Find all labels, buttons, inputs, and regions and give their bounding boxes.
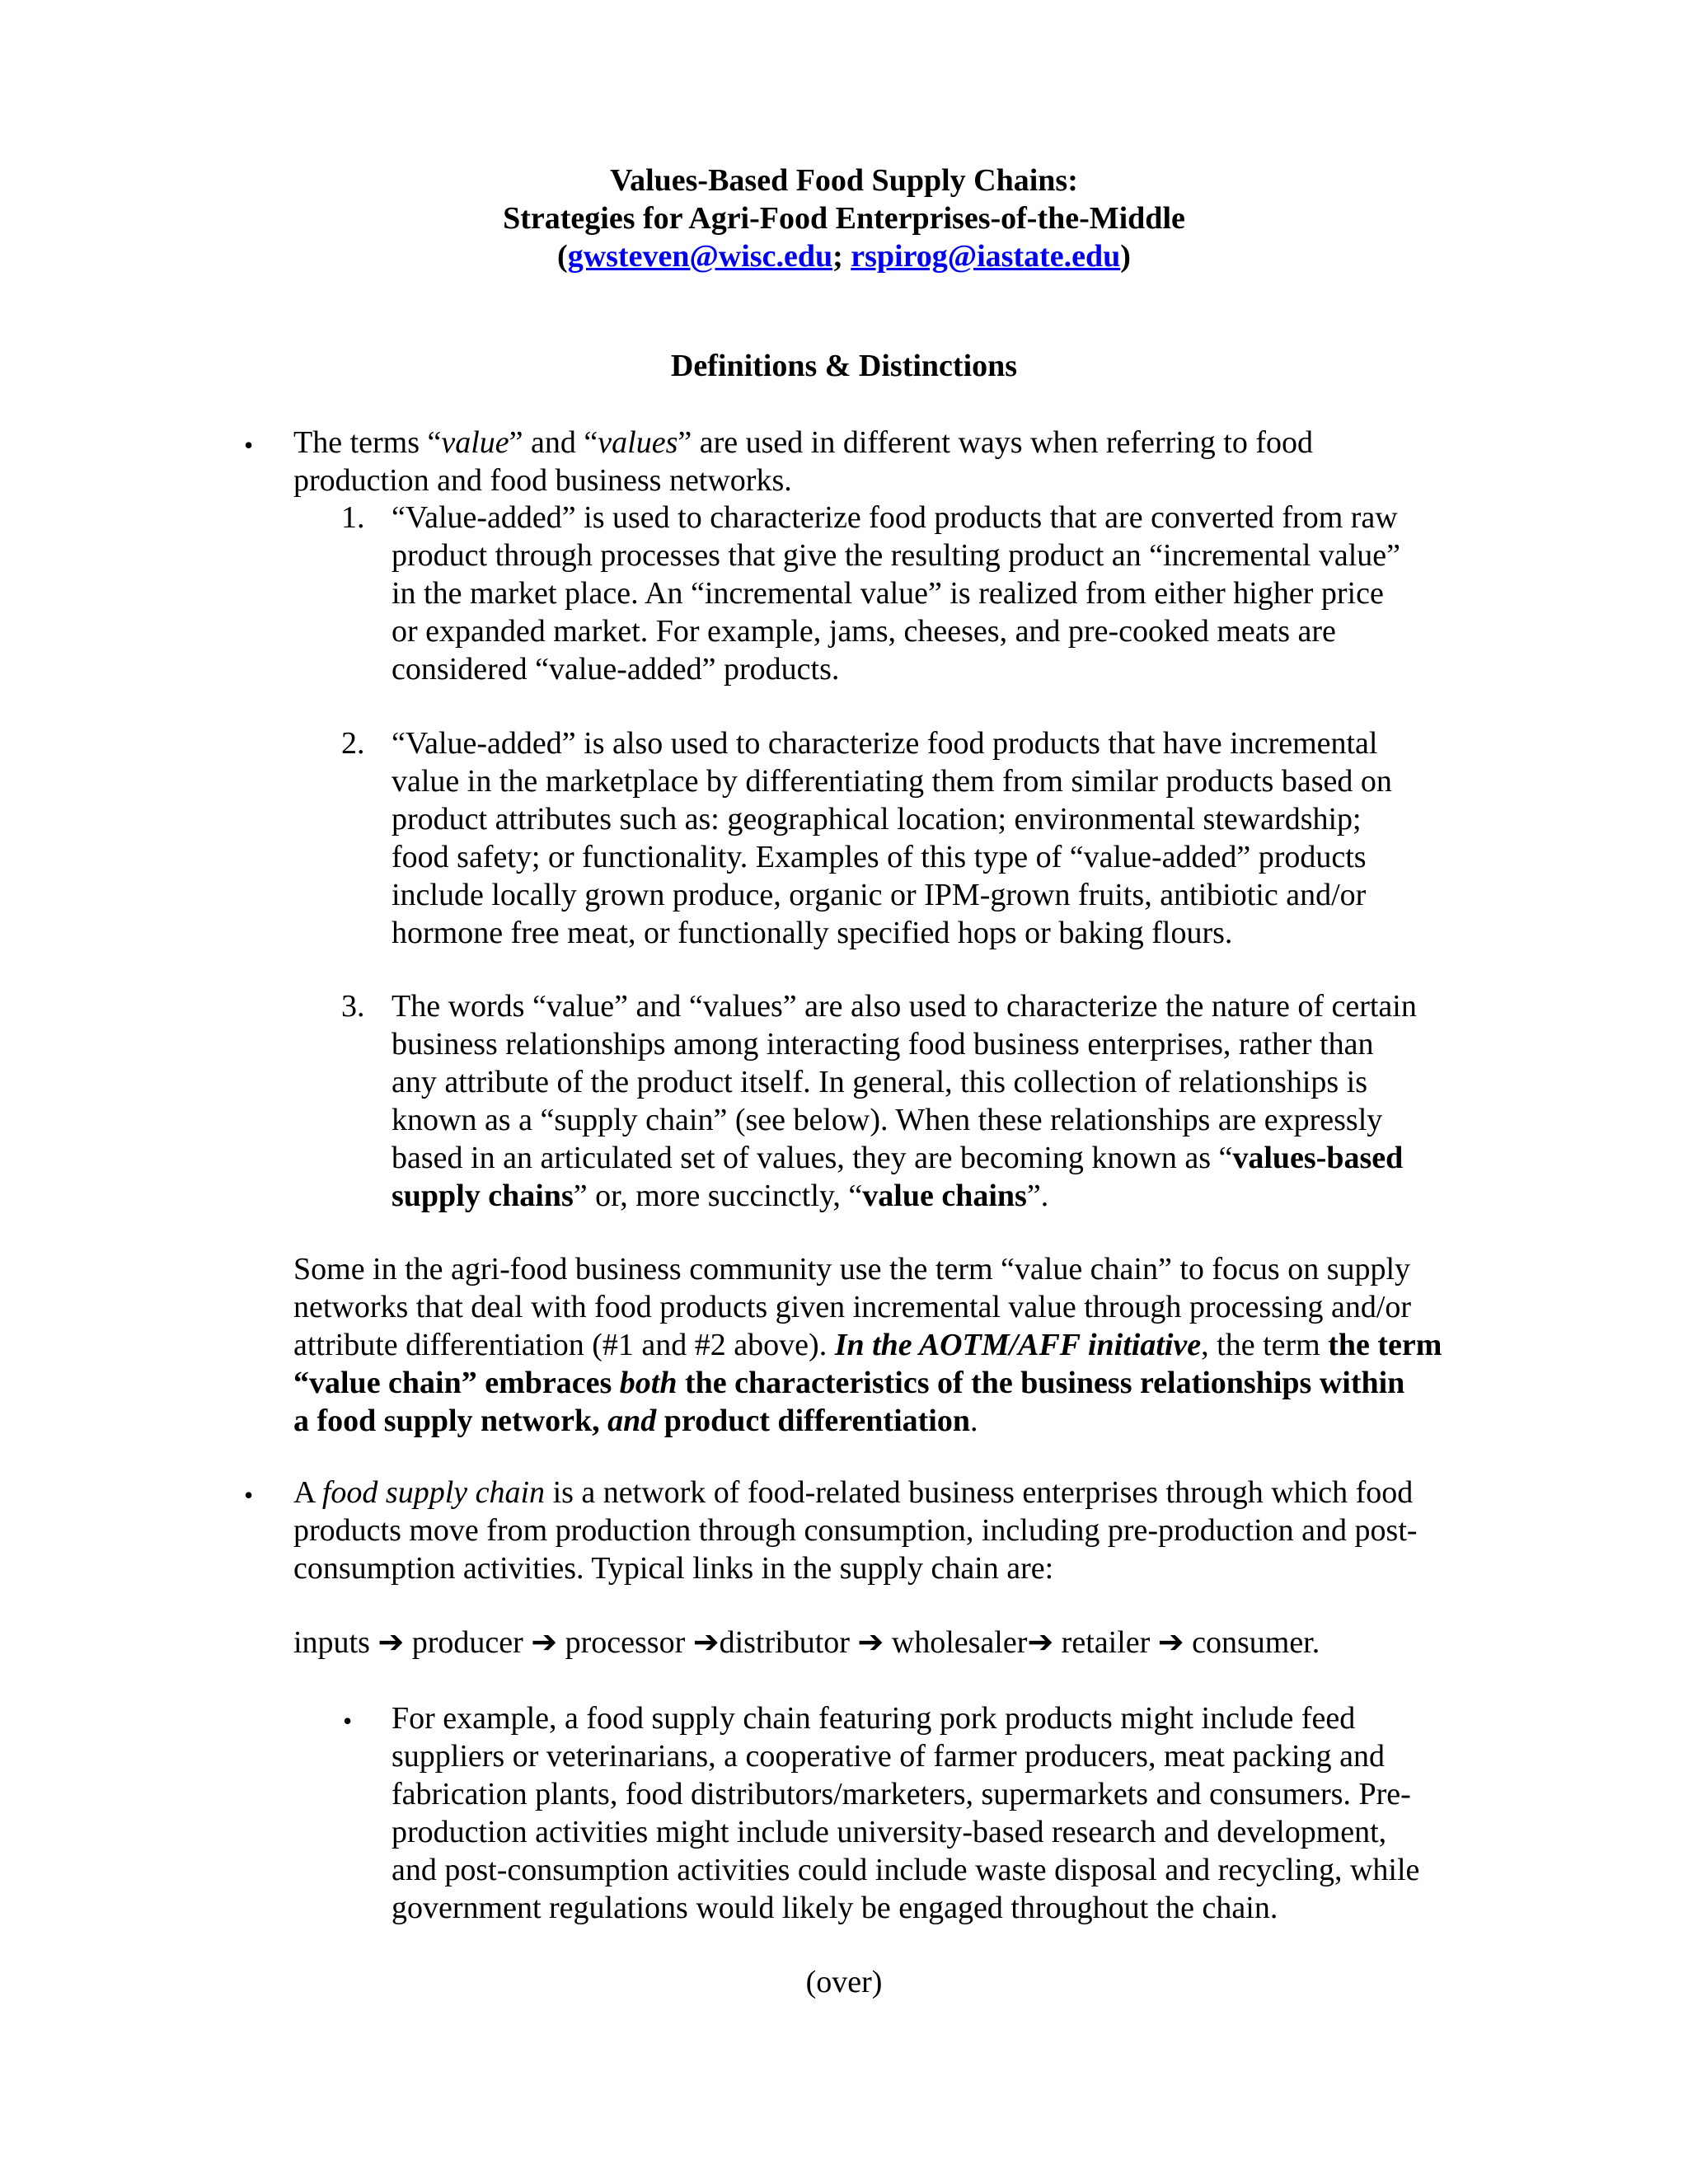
list-item-line: food safety; or functionality. Examples of this type of “value-added” products (392, 840, 1367, 874)
intro-italic-value: value (441, 425, 509, 460)
bullet-2-text-span: A (293, 1475, 322, 1510)
bullet-2-text (293, 1474, 1418, 1587)
list-item-text: ”. (1026, 1179, 1049, 1213)
list-item-line (392, 1177, 1417, 1215)
intro-italic-values: values (598, 425, 678, 460)
list-item-3 (392, 987, 1417, 1215)
example-line: government regulations would likely be engaged throughout the chain. (392, 1891, 1278, 1925)
note-text: “value chain” embraces (293, 1366, 620, 1400)
list-number-1: 1. (341, 500, 365, 535)
example-line: production activities might include university-based research and development, (392, 1815, 1387, 1849)
list-item-line: known as a “supply chain” (see below). When these relationships are expressly (392, 1103, 1383, 1137)
email-link-rspirog[interactable]: rspirog@iastate.edu (851, 239, 1121, 274)
list-item-line: “Value-added” is also used to characterize food products that have incremental (392, 726, 1378, 761)
note-text: . (970, 1404, 978, 1438)
intro-text: The terms “ (293, 425, 442, 460)
emphasis-and: and (607, 1404, 657, 1438)
note-bold-tail: the term (1320, 1328, 1442, 1362)
intro-line-2: production and food business networks. (293, 463, 792, 498)
note-line: Some in the agri-food business community use the term “value chain” to focus on supply (293, 1252, 1411, 1286)
section-heading: Definitions & Distinctions (670, 349, 1018, 383)
note-text: the characteristics of the business relationships within (677, 1366, 1405, 1400)
list-item-line (392, 1139, 1417, 1177)
title-line-2: Strategies for Agri-Food Enterprises-of-the-Middle (503, 201, 1185, 236)
bullet-1-intro (293, 424, 1313, 499)
bold-term: value chains (862, 1179, 1027, 1213)
contact-separator: ; (832, 239, 851, 274)
emphasis-initiative: In the AOTM/AFF initiative (834, 1328, 1202, 1362)
list-item-text: based in an articulated set of values, they are becoming known as “ (392, 1141, 1233, 1175)
value-chain-note (293, 1250, 1442, 1440)
bullet-2-line: consumption activities. Typical links in the supply chain are: (293, 1551, 1054, 1586)
note-line (293, 1364, 1442, 1402)
list-item-2 (392, 724, 1392, 952)
supply-chain-sequence: inputs ➔ producer ➔ processor ➔distributor ➔ wholesaler➔ retailer ➔ consumer. (293, 1625, 1320, 1660)
list-item-line: product through processes that give the resulting product an “incremental value” (392, 538, 1401, 573)
intro-text: ” and “ (509, 425, 598, 460)
note-text: , the term (1201, 1328, 1320, 1362)
italic-term: food supply chain (321, 1475, 546, 1510)
list-item-line: in the market place. An “incremental value” is realized from either higher price (392, 576, 1384, 611)
bold-term: supply chains (392, 1179, 574, 1213)
list-item-line: considered “value-added” products. (392, 652, 840, 687)
title-line-1: Values-Based Food Supply Chains: (610, 163, 1078, 198)
list-item-line: hormone free meat, or functionally specified hops or baking flours. (392, 916, 1233, 950)
list-item-line: The words “value” and “values” are also used to characterize the nature of certain (392, 989, 1417, 1024)
note-text: a food supply network, (293, 1404, 608, 1438)
email-link-gwsteven[interactable]: gwsteven@wisc.edu (567, 239, 833, 274)
list-number-3: 3. (341, 989, 365, 1024)
example-line: fabrication plants, food distributors/marketers, supermarkets and consumers. Pre- (392, 1777, 1411, 1811)
note-line: networks that deal with food products given incremental value through processing and/or (293, 1290, 1412, 1324)
list-item-line: “Value-added” is used to characterize food products that are converted from raw (392, 500, 1398, 535)
intro-text: ” are used in different ways when referring to food (678, 425, 1313, 460)
list-item-line: value in the marketplace by differentiating them from similar products based on (392, 764, 1392, 799)
list-item-1 (392, 499, 1400, 688)
example-line: For example, a food supply chain featuring pork products might include feed (392, 1701, 1356, 1736)
note-text: attribute differentiation (#1 and #2 above). (293, 1328, 835, 1362)
contact-line (0, 237, 1688, 275)
bullet-marker: • (244, 430, 254, 460)
bullet-2-text-span: is a network of food-related business enterprises through which food (545, 1475, 1414, 1510)
bullet-marker: • (244, 1480, 254, 1510)
note-text: product differentiation (656, 1404, 970, 1438)
document-title (0, 162, 1688, 275)
list-item-line: or expanded market. For example, jams, cheeses, and pre-cooked meats are (392, 614, 1336, 649)
pork-example (392, 1699, 1419, 1927)
emphasis-both: both (619, 1366, 678, 1400)
list-item-line: include locally grown produce, organic or IPM-grown fruits, antibiotic and/or (392, 878, 1367, 912)
list-item-text: ” or, more succinctly, “ (573, 1179, 863, 1213)
bullet-2-line: products move from production through consumption, including pre-production and post- (293, 1513, 1418, 1548)
intro-line-1 (293, 424, 1313, 462)
bold-term: values-based (1232, 1141, 1404, 1175)
list-item-line: product attributes such as: geographical location; environmental stewardship; (392, 802, 1362, 837)
note-line (293, 1326, 1442, 1364)
example-line: and post-consumption activities could include waste disposal and recycling, while (392, 1853, 1420, 1887)
list-item-line: any attribute of the product itself. In general, this collection of relationships is (392, 1065, 1368, 1099)
page-turn-note: (over) (805, 1965, 883, 1999)
contact-close: ) (1120, 239, 1131, 274)
contact-open: ( (557, 239, 568, 274)
list-number-2: 2. (341, 726, 365, 761)
bullet-2-line (293, 1474, 1418, 1511)
sub-bullet-marker: • (343, 1706, 353, 1736)
list-item-line: business relationships among interacting food business enterprises, rather than (392, 1027, 1374, 1062)
example-line: suppliers or veterinarians, a cooperative of farmer producers, meat packing and (392, 1739, 1385, 1774)
note-line (293, 1402, 1442, 1440)
